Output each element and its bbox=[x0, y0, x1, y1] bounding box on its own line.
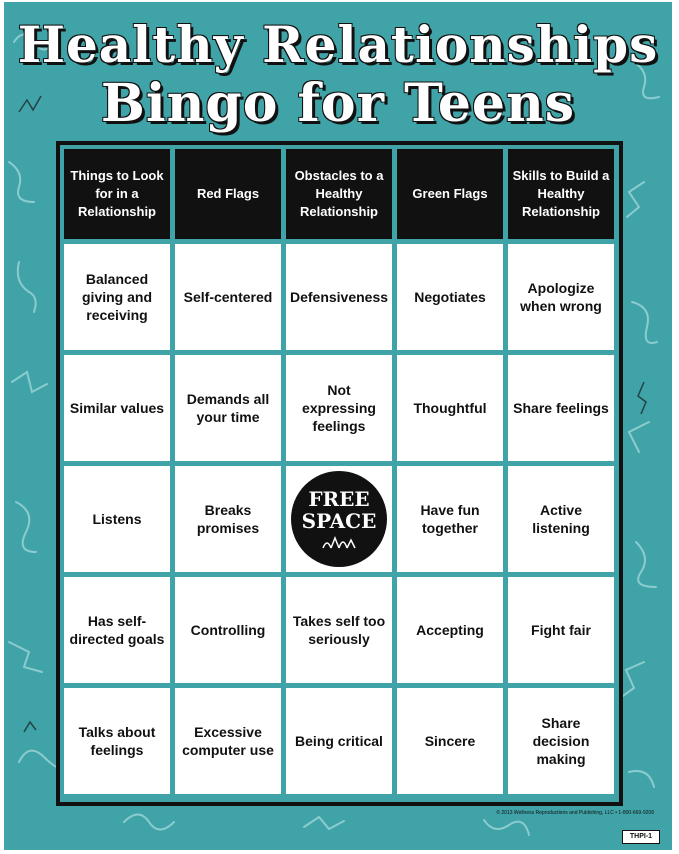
free-space-badge bbox=[291, 471, 387, 567]
bingo-cell: Balanced giving and receiving bbox=[64, 244, 170, 350]
bingo-cell: Takes self too seriously bbox=[286, 577, 392, 683]
free-space-line-2: SPACE bbox=[301, 509, 377, 533]
poster bbox=[4, 2, 672, 850]
bingo-cell: Accepting bbox=[397, 577, 503, 683]
copyright-text: © 2013 Wellness Reproductions and Publishing, LLC • 1-800-669-9208 bbox=[496, 810, 654, 816]
header-obstacles: Obstacles to a Healthy Relationship bbox=[286, 149, 392, 239]
title-line-2: Bingo for Teens bbox=[100, 73, 576, 134]
bingo-cell: Talks about feelings bbox=[64, 688, 170, 794]
bingo-cell: Similar values bbox=[64, 355, 170, 461]
bingo-cell: Not expressing feelings bbox=[286, 355, 392, 461]
bingo-cell: Share decision making bbox=[508, 688, 614, 794]
header-red-flags: Red Flags bbox=[175, 149, 281, 239]
bingo-cell: Negotiates bbox=[397, 244, 503, 350]
bingo-cell: Breaks promises bbox=[175, 466, 281, 572]
bingo-cell: Apologize when wrong bbox=[508, 244, 614, 350]
bingo-board bbox=[56, 141, 623, 806]
bingo-cell: Self-centered bbox=[175, 244, 281, 350]
bingo-cell: Excessive computer use bbox=[175, 688, 281, 794]
bingo-cell: Sincere bbox=[397, 688, 503, 794]
bingo-cell: Thoughtful bbox=[397, 355, 503, 461]
bingo-cell: Controlling bbox=[175, 577, 281, 683]
bingo-cell: Being critical bbox=[286, 688, 392, 794]
free-space-line-1: FREE bbox=[308, 487, 370, 511]
bingo-cell: Fight fair bbox=[508, 577, 614, 683]
bingo-cell: Share feelings bbox=[508, 355, 614, 461]
bingo-cell: Has self-directed goals bbox=[64, 577, 170, 683]
decorative-flourish-icon bbox=[319, 534, 359, 550]
free-space-cell bbox=[286, 466, 392, 572]
header-green-flags: Green Flags bbox=[397, 149, 503, 239]
bingo-cell: Demands all your time bbox=[175, 355, 281, 461]
bingo-cell: Active listening bbox=[508, 466, 614, 572]
product-code: THPI-1 bbox=[622, 830, 660, 844]
header-skills: Skills to Build a Healthy Relationship bbox=[508, 149, 614, 239]
bingo-cell: Listens bbox=[64, 466, 170, 572]
title-line-1: Healthy Relationships bbox=[17, 15, 659, 74]
header-things-to-look-for: Things to Look for in a Relationship bbox=[64, 149, 170, 239]
bingo-cell: Defensiveness bbox=[286, 244, 392, 350]
bingo-cell: Have fun together bbox=[397, 466, 503, 572]
bingo-grid bbox=[64, 149, 614, 794]
